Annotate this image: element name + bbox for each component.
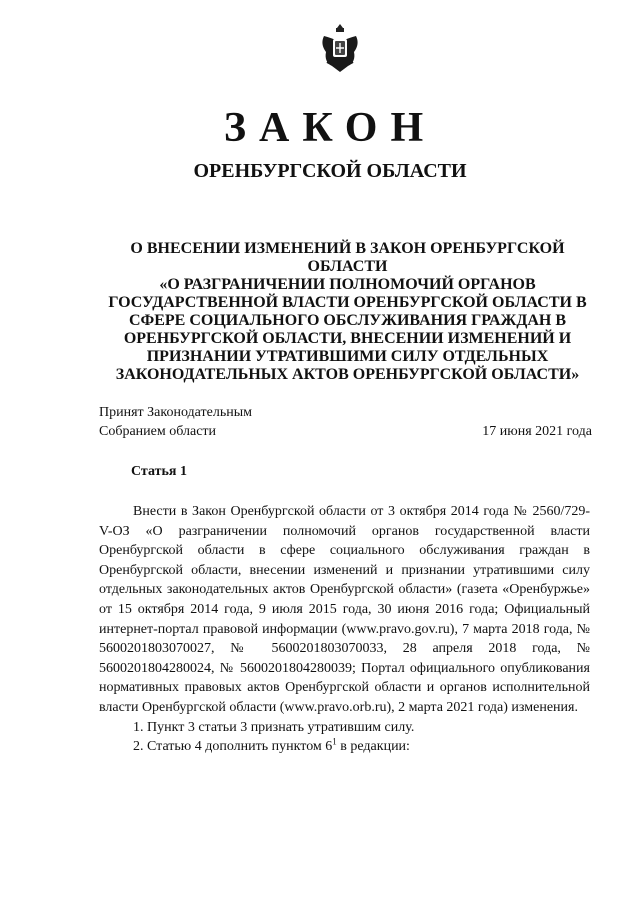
adoption-block: [99, 403, 592, 441]
adopted-by-line1: Принят Законодательным: [99, 405, 252, 420]
coat-of-arms-icon: [319, 22, 361, 74]
article-paragraph: Внести в Закон Оренбургской области от 3 октября 2014 года № 2560/729-V-ОЗ «О разграничении полномочий органов государственной власти Оренбургской области в сфере социального обслуживания граждан в Оренбургской области, внесении изменений и признании утратившими силу отдельных законодательных актов Оренбургской области» (газета «Оренбуржье» от 15 октября 2014 года, 9 июля 2015 года, 30 июня 2016 года; Официальный интернет-портал правовой информации (www.pravo.gov.ru), 7 марта 2018 года, № 5600201803070027, № 5600201803070033, 28 апреля 2018 года, № 5600201804280024, № 5600201804280039; Портал официального опубликования нормативных правовых актов Оренбургской области и органов исполнительной власти Оренбургской области (www.pravo.orb.ru), 2 марта 2021 года) изменения.: [99, 504, 590, 715]
heading-line: ОРЕНБУРГСКОЙ ОБЛАСТИ, ВНЕСЕНИИ ИЗМЕНЕНИЙ И: [123, 330, 572, 347]
superscript: 1: [332, 736, 337, 747]
list-item-text: 2. Статью 4 дополнить пунктом 6: [133, 739, 333, 755]
list-item: 1. Пункт 3 статьи 3 признать утратившим силу.: [133, 719, 415, 735]
list-item-suffix: в редакции:: [336, 739, 410, 755]
list-item: [99, 737, 590, 757]
heading-line: СФЕРЕ СОЦИАЛЬНОГО ОБСЛУЖИВАНИЯ ГРАЖДАН В: [128, 312, 567, 329]
adoption-date: 17 июня 2021 года: [482, 424, 592, 439]
adopted-by-line2: Собранием области: [99, 424, 217, 439]
region-name: ОРЕНБУРГСКОЙ ОБЛАСТИ: [193, 160, 467, 182]
law-heading: [105, 240, 590, 384]
heading-line: ЗАКОНОДАТЕЛЬНЫХ АКТОВ ОРЕНБУРГСКОЙ ОБЛАСТИ»: [115, 366, 580, 383]
article-body: [99, 502, 590, 757]
heading-line: ГОСУДАРСТВЕННОЙ ВЛАСТИ ОРЕНБУРГСКОЙ ОБЛАСТИ В: [108, 294, 587, 311]
heading-line: «О РАЗГРАНИЧЕНИИ ПОЛНОМОЧИЙ ОРГАНОВ: [159, 276, 536, 293]
heading-line: О ВНЕСЕНИИ ИЗМЕНЕНИЙ В ЗАКОН ОРЕНБУРГСКОЙ ОБЛАСТИ: [130, 240, 565, 275]
article-title: Статья 1: [131, 464, 187, 479]
law-title: ЗАКОН: [223, 105, 437, 151]
heading-line: ПРИЗНАНИИ УТРАТИВШИМИ СИЛУ ОТДЕЛЬНЫХ: [146, 348, 549, 365]
